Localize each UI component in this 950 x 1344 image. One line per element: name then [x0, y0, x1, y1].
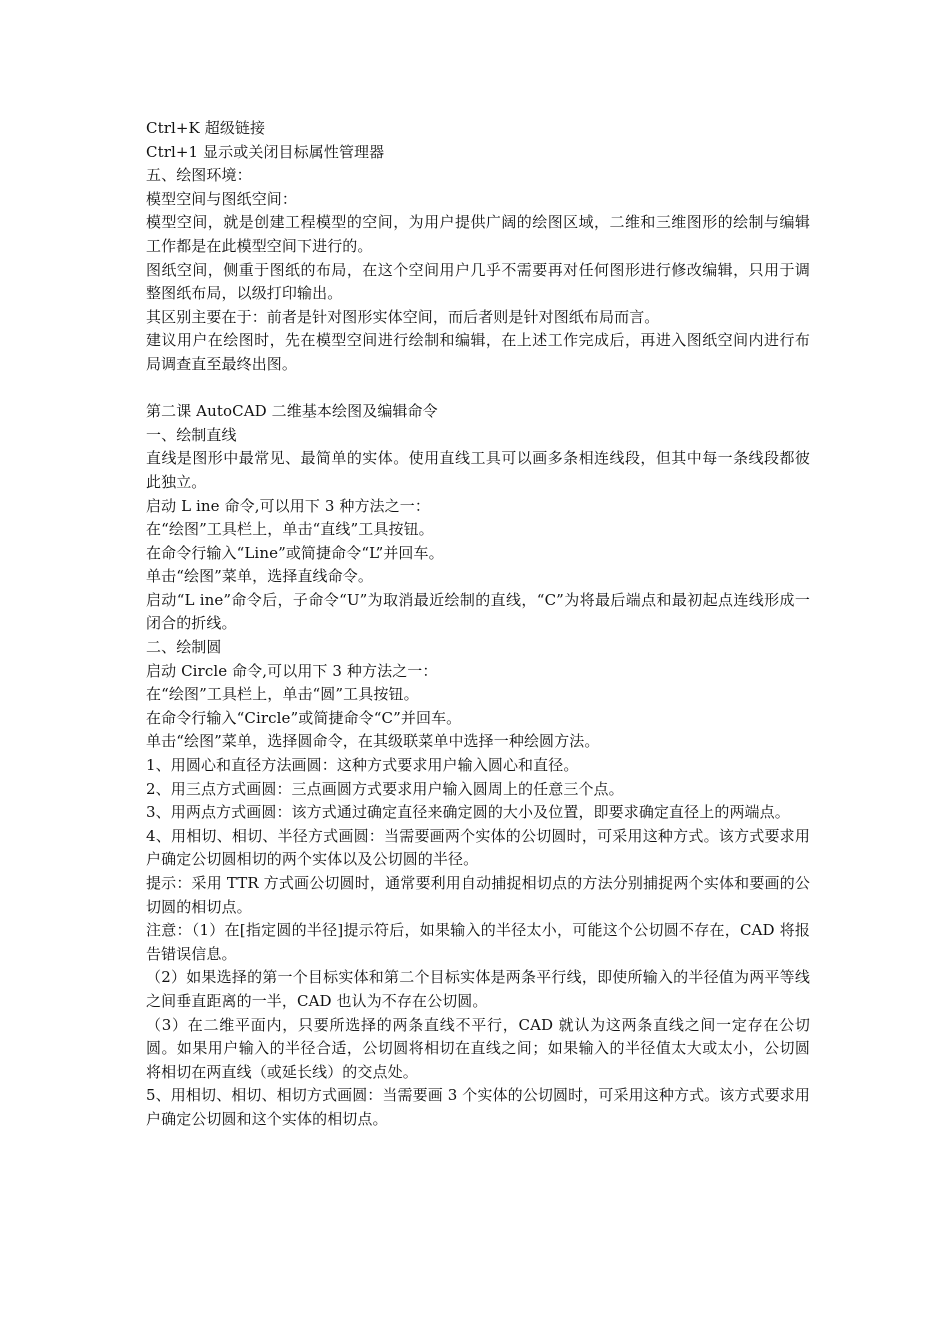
paragraph: 模型空间，就是创建工程模型的空间，为用户提供广阔的绘图区域，二维和三维图形的绘制与编辑工作都是在此模型空间下进行的。	[146, 213, 810, 255]
text-line: Ctrl+K 超级链接	[146, 119, 266, 137]
text-line: 单击“绘图”菜单，选择圆命令，在其级联菜单中选择一种绘圆方法。	[146, 732, 600, 751]
blank-line	[146, 377, 810, 401]
section-heading: 一、绘制直线	[146, 425, 237, 444]
text-line: 启动 L ine 命令,可以用下 3 种方法之一：	[146, 496, 430, 515]
paragraph: 直线是图形中最常见、最简单的实体。使用直线工具可以画多条相连线段，但其中每一条线段都彼此独立。	[146, 449, 810, 491]
paragraph: 建议用户在绘图时，先在模型空间进行绘制和编辑，在上述工作完成后，再进入图纸空间内进行布局调查直至最终出图。	[146, 331, 810, 373]
text-line: 在命令行输入“Line”或简捷命令“L”并回车。	[146, 543, 444, 562]
paragraph: 注意：（1）在[指定圆的半径]提示符后，如果输入的半径太小，可能这个公切圆不存在，CAD 将报告错误信息。	[146, 921, 810, 963]
text-line: 2、用三点方式画圆：三点画圆方式要求用户输入圆周上的任意三个点。	[146, 779, 624, 798]
text-line: 模型空间与图纸空间：	[146, 189, 298, 208]
paragraph: 提示：采用 TTR 方式画公切圆时，通常要利用自动捕捉相切点的方法分别捕捉两个实体和要画的公切圆的相切点。	[146, 874, 810, 916]
paragraph: 4、用相切、相切、半径方式画圆：当需要画两个实体的公切圆时，可采用这种方式。该方式要求用户确定公切圆相切的两个实体以及公切圆的半径。	[146, 826, 810, 869]
paragraph: 3、用两点方式画圆：该方式通过确定直径来确定圆的大小及位置，即要求确定直径上的两端点。	[146, 803, 790, 822]
paragraph: （2）如果选择的第一个目标实体和第二个目标实体是两条平行线，即使所输入的半径值为两平等线之间垂直距离的一半，CAD 也认为不存在公切圆。	[146, 968, 810, 1010]
document-body	[146, 117, 810, 1132]
text-line: 单击“绘图”菜单，选择直线命令。	[146, 567, 373, 586]
text-line: 在“绘图”工具栏上，单击“圆”工具按钮。	[146, 685, 419, 704]
section-heading: 五、绘图环境：	[146, 166, 252, 185]
paragraph: 图纸空间，侧重于图纸的布局，在这个空间用户几乎不需要再对任何图形进行修改编辑，只用于调整图纸布局，以级打印输出。	[146, 260, 810, 303]
lesson-heading: 第二课 AutoCAD 二维基本绘图及编辑命令	[146, 402, 438, 421]
paragraph: （3）在二维平面内，只要所选择的两条直线不平行，CAD 就认为这两条直线之间一定存在公切圆。如果用户输入的半径合适，公切圆将相切在直线之间；如果输入的半径值太大或太小，公切圆将相切在两直线（或延长线）的交点处。	[146, 1015, 810, 1081]
paragraph: 5、用相切、相切、相切方式画圆：当需要画 3 个实体的公切圆时，可采用这种方式。该方式要求用户确定公切圆和这个实体的相切点。	[146, 1086, 810, 1128]
paragraph: 启动“L ine”命令后，子命令“U”为取消最近绘制的直线，“C”为将最后端点和最初起点连线形成一闭合的折线。	[146, 590, 810, 633]
text-line: 在命令行输入“Circle”或简捷命令“C”并回车。	[146, 708, 462, 727]
text-line: 启动 Circle 命令,可以用下 3 种方法之一：	[146, 661, 438, 680]
paragraph: 其区别主要在于：前者是针对图形实体空间，而后者则是针对图纸布局而言。	[146, 307, 660, 326]
text-line: 1、用圆心和直径方法画圆：这种方式要求用户输入圆心和直径。	[146, 756, 579, 775]
text-line: 在“绘图”工具栏上，单击“直线”工具按钮。	[146, 520, 434, 539]
text-line: Ctrl+1 显示或关闭目标属性管理器	[146, 142, 385, 161]
section-heading: 二、绘制圆	[146, 638, 222, 657]
